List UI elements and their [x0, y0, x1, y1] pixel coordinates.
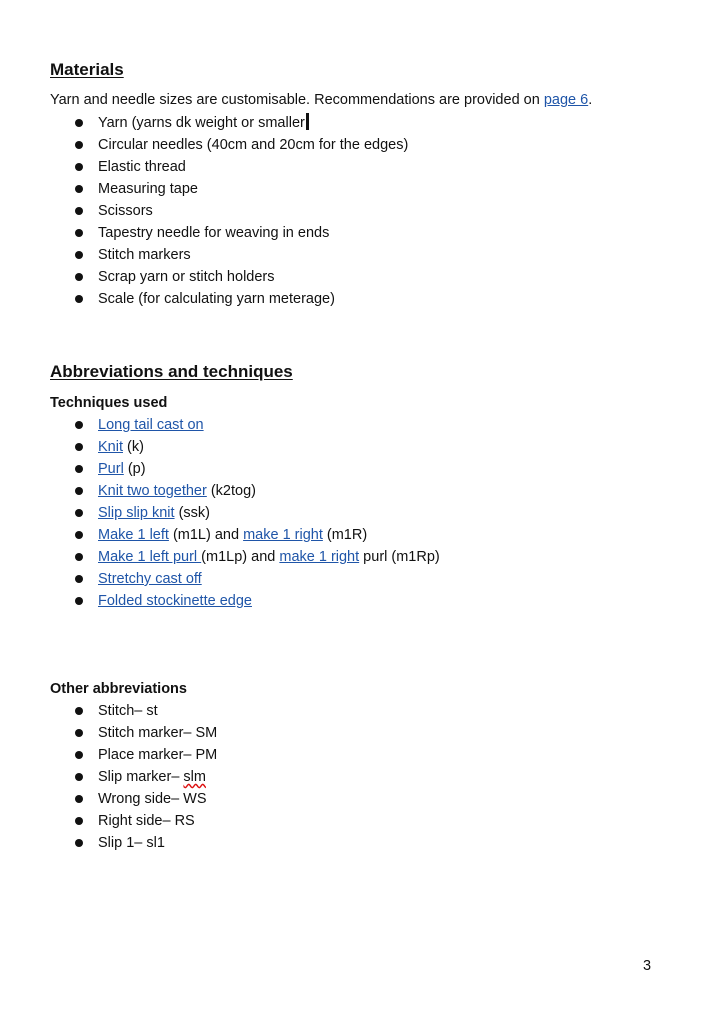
bullet-icon [75, 795, 83, 803]
list-item [0, 722, 217, 744]
list-item-text: Stitch markers [98, 247, 191, 263]
technique-abbrev: (k2tog) [206, 483, 256, 499]
technique-abbrev: (p) [123, 461, 146, 477]
technique-link-secondary[interactable]: make 1 right [279, 549, 360, 565]
bullet-icon [75, 465, 83, 473]
list-item [0, 568, 440, 590]
bullet-icon [75, 597, 83, 605]
technique-link[interactable]: Slip slip knit [98, 505, 175, 521]
list-item [0, 832, 217, 854]
list-item-text: Right side– RS [98, 813, 195, 829]
list-item-text: Elastic thread [98, 159, 186, 175]
list-item-text: Wrong side– WS [98, 791, 207, 807]
other-abbreviations-list [0, 700, 217, 854]
list-item [0, 134, 408, 156]
spelling-flagged-word[interactable]: slm [183, 769, 206, 785]
technique-link[interactable]: Stretchy cast off [98, 571, 202, 587]
bullet-icon [75, 163, 83, 171]
technique-link[interactable]: Make 1 left purl [98, 549, 202, 565]
list-item [0, 810, 217, 832]
list-item [0, 112, 408, 134]
bullet-icon [75, 229, 83, 237]
technique-abbrev: (k) [123, 439, 144, 455]
list-item [0, 436, 440, 458]
list-item [0, 244, 408, 266]
bullet-icon [75, 185, 83, 193]
list-item-text: Scissors [98, 203, 153, 219]
list-item [0, 524, 440, 546]
technique-abbrev: (ssk) [174, 505, 210, 521]
bullet-icon [75, 531, 83, 539]
list-item-text: Tapestry needle for weaving in ends [98, 225, 330, 241]
list-item [0, 156, 408, 178]
list-item [0, 788, 217, 810]
materials-intro-end: . [588, 92, 593, 108]
text-cursor [306, 113, 309, 130]
bullet-icon [75, 141, 83, 149]
technique-link[interactable]: Knit two together [98, 483, 207, 499]
bullet-icon [75, 119, 83, 127]
list-item-text: Measuring tape [98, 181, 198, 197]
list-item-text: Stitch– st [98, 703, 158, 719]
list-item-text: Place marker– PM [98, 747, 218, 763]
list-item [0, 458, 440, 480]
abbreviations-heading: Abbreviations and techniques [50, 362, 293, 381]
bullet-icon [75, 553, 83, 561]
technique-connector: (m1Lp) and [201, 549, 280, 565]
list-item-text: Circular needles (40cm and 20cm for the edges) [98, 137, 409, 153]
page-6-link[interactable]: page 6 [543, 92, 589, 108]
bullet-icon [75, 729, 83, 737]
bullet-icon [75, 509, 83, 517]
materials-heading: Materials [50, 60, 124, 79]
technique-connector: (m1L) and [168, 527, 244, 543]
list-item-text: Scale (for calculating yarn meterage) [98, 291, 335, 307]
bullet-icon [75, 773, 83, 781]
other-abbreviations-heading: Other abbreviations [50, 681, 187, 697]
bullet-icon [75, 487, 83, 495]
technique-link[interactable]: Long tail cast on [98, 417, 204, 433]
materials-intro-text: Yarn and needle sizes are customisable. Recommendations are provided on [50, 92, 544, 108]
materials-intro [50, 92, 592, 108]
list-item [0, 546, 440, 568]
bullet-icon [75, 817, 83, 825]
techniques-list [0, 414, 440, 612]
bullet-icon [75, 443, 83, 451]
bullet-icon [75, 421, 83, 429]
bullet-icon [75, 273, 83, 281]
list-item [0, 200, 408, 222]
bullet-icon [75, 575, 83, 583]
list-item [0, 744, 217, 766]
bullet-icon [75, 839, 83, 847]
page-number: 3 [643, 958, 652, 974]
technique-abbrev: purl (m1Rp) [359, 549, 440, 565]
list-item [0, 590, 440, 612]
list-item [0, 266, 408, 288]
list-item [0, 502, 440, 524]
list-item [0, 414, 440, 436]
list-item-text: Scrap yarn or stitch holders [98, 269, 275, 285]
bullet-icon [75, 251, 83, 259]
bullet-icon [75, 207, 83, 215]
technique-link[interactable]: Purl [98, 461, 124, 477]
technique-link[interactable]: Knit [98, 439, 123, 455]
list-item-text: Yarn (yarns dk weight or smaller [98, 115, 305, 131]
technique-link[interactable]: Folded stockinette edge [98, 593, 252, 609]
techniques-heading: Techniques used [50, 395, 168, 411]
bullet-icon [75, 295, 83, 303]
list-item-text: Slip 1– sl1 [98, 835, 165, 851]
technique-abbrev: (m1R) [322, 527, 368, 543]
list-item [0, 480, 440, 502]
bullet-icon [75, 751, 83, 759]
list-item [0, 178, 408, 200]
technique-link[interactable]: Make 1 left [98, 527, 169, 543]
list-item [0, 700, 217, 722]
bullet-icon [75, 707, 83, 715]
list-item [0, 222, 408, 244]
materials-list [0, 112, 408, 310]
list-item [0, 288, 408, 310]
technique-link-secondary[interactable]: make 1 right [243, 527, 323, 543]
list-item-text: Slip marker– [98, 769, 184, 785]
list-item-text: Stitch marker– SM [98, 725, 218, 741]
list-item [0, 766, 217, 788]
